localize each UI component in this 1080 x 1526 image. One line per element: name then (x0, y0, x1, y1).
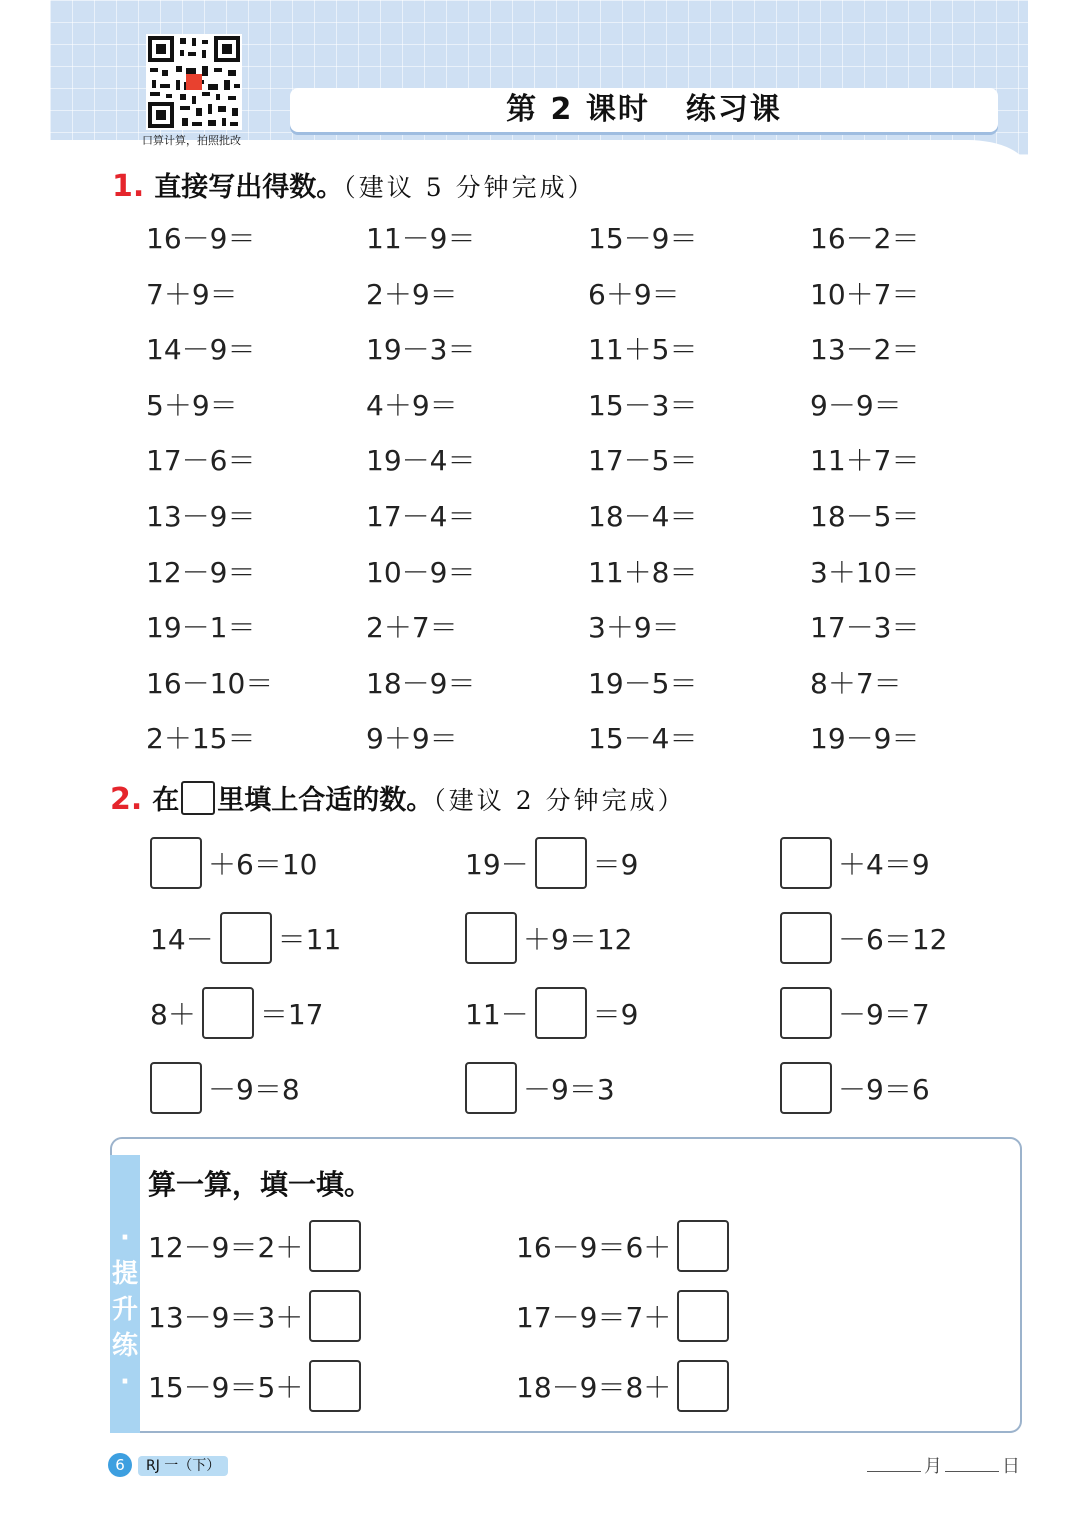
q2-item (465, 985, 780, 1041)
q2-item-post: ＝9 (592, 998, 639, 1031)
q2-item-post: ＋9＝12 (523, 923, 633, 956)
enhance-expression: 18－9＝8＋ (516, 1371, 672, 1404)
answer-box[interactable] (309, 1220, 361, 1272)
q1-expression: 16－9＝ (146, 222, 256, 255)
day-blank[interactable] (945, 1471, 999, 1472)
q1-expression: 19－1＝ (146, 611, 256, 645)
q1-expression: 17－6＝ (146, 444, 256, 478)
q2-item-pre: 11－ (465, 998, 529, 1031)
q1-expression: 11－9＝ (366, 222, 476, 255)
q2-item-post: ＋4＝9 (838, 848, 930, 881)
enhance-expression: 13－9＝3＋ (148, 1301, 304, 1334)
q2-item-pre: 14－ (150, 923, 214, 956)
q2-item (465, 835, 780, 891)
q1-expression: 12－9＝ (146, 555, 256, 589)
q1-expression: 8＋7＝ (810, 666, 902, 700)
enhance-tab-label: · 提 升 练 · (111, 1223, 138, 1397)
q2-item-post: －9＝6 (838, 1073, 930, 1106)
page-number: 6 (108, 1453, 132, 1477)
answer-box[interactable] (309, 1360, 361, 1412)
q2-item-post: －9＝8 (208, 1073, 300, 1106)
answer-box[interactable] (535, 987, 587, 1039)
q1-expression: 9－9＝ (810, 388, 902, 422)
answer-box[interactable] (780, 1062, 832, 1114)
answer-box-icon (181, 781, 215, 815)
q1-expression: 14－9＝ (146, 333, 256, 367)
q2-item (780, 835, 980, 891)
answer-box[interactable] (465, 912, 517, 964)
qr-code-icon[interactable] (146, 34, 242, 130)
q1-expression: 17－4＝ (366, 499, 476, 533)
q1-expression: 3＋9＝ (588, 611, 680, 645)
lesson-title-bar (290, 88, 998, 132)
enhance-item (148, 1288, 516, 1344)
q1-expression: 19－5＝ (588, 666, 698, 700)
enhance-expression: 12－9＝2＋ (148, 1231, 304, 1264)
q1-expression: 13－9＝ (146, 499, 256, 533)
grade-tag: RJ 一（下） (138, 1456, 228, 1476)
answer-box[interactable] (780, 987, 832, 1039)
q2-item (780, 985, 980, 1041)
enhance-expression: 15－9＝5＋ (148, 1371, 304, 1404)
q2-item-post: ＋6＝10 (208, 848, 318, 881)
answer-box[interactable] (150, 1062, 202, 1114)
answer-box[interactable] (309, 1290, 361, 1342)
enhance-item (516, 1218, 816, 1274)
q2-item-pre: 8＋ (150, 998, 196, 1031)
q1-expression: 2＋9＝ (366, 277, 458, 311)
q1-expression: 3＋10＝ (810, 555, 920, 589)
q2-title-post: 里填上合适的数。 (217, 785, 434, 816)
day-label: 日 (1002, 1456, 1020, 1477)
q1-expression: 10－9＝ (366, 555, 476, 589)
qr-caption: 口算计算，拍照批改 (142, 134, 241, 147)
lesson-type: 练习课 (685, 92, 782, 127)
q1-expression: 10＋7＝ (810, 277, 920, 311)
q2-item-post: ＝17 (259, 998, 324, 1031)
q2-number: 2. (110, 782, 143, 817)
q2-item-pre: 19－ (465, 848, 529, 881)
q2-item (150, 910, 465, 966)
month-label: 月 (924, 1456, 942, 1477)
q1-expression: 4＋9＝ (366, 388, 458, 422)
q2-item-post: －6＝12 (838, 923, 948, 956)
enhance-item (516, 1358, 816, 1414)
q1-expression: 15－4＝ (588, 722, 698, 756)
q2-item-post: ＝11 (277, 923, 342, 956)
q2-heading (110, 778, 686, 817)
q1-expression: 16－10＝ (146, 666, 274, 700)
q1-expression: 9＋9＝ (366, 722, 458, 756)
q2-item (150, 1060, 465, 1116)
answer-box[interactable] (677, 1220, 729, 1272)
q1-number: 1. (112, 169, 145, 204)
q2-note: （建议 2 分钟完成） (433, 786, 686, 815)
q1-expression: 13－2＝ (810, 333, 920, 367)
answer-box[interactable] (677, 1360, 729, 1412)
enhance-expression: 16－9＝6＋ (516, 1231, 672, 1264)
q2-item-post: －9＝7 (838, 998, 930, 1031)
q2-item (780, 1060, 980, 1116)
q2-item-post: －9＝3 (523, 1073, 615, 1106)
q2-problem-grid (150, 835, 980, 1135)
q1-expression: 16－2＝ (810, 222, 920, 255)
q1-expression: 15－9＝ (588, 222, 698, 255)
q1-note: （建议 5 分钟完成） (343, 173, 596, 202)
q1-expression: 18－9＝ (366, 666, 476, 700)
q1-expression: 11＋7＝ (810, 444, 920, 478)
q1-expression: 7＋9＝ (146, 277, 238, 311)
answer-box[interactable] (150, 837, 202, 889)
q1-expression: 2＋15＝ (146, 722, 256, 756)
q2-item (465, 910, 780, 966)
enhance-problem-grid (148, 1218, 816, 1428)
q1-heading (112, 165, 596, 204)
q1-expression: 11＋5＝ (588, 333, 698, 367)
q1-expression: 11＋8＝ (588, 555, 698, 589)
q1-expression: 17－5＝ (588, 444, 698, 478)
q1-expression: 18－4＝ (588, 499, 698, 533)
answer-box[interactable] (780, 837, 832, 889)
q2-title-pre: 在 (152, 785, 180, 816)
q2-item (150, 985, 465, 1041)
q1-expression: 6＋9＝ (588, 277, 680, 311)
q1-expression: 2＋7＝ (366, 611, 458, 645)
answer-box[interactable] (202, 987, 254, 1039)
q1-expression: 17－3＝ (810, 611, 920, 645)
date-line (864, 1452, 1020, 1478)
q1-expression: 19－4＝ (366, 444, 476, 478)
q1-expression: 15－3＝ (588, 388, 698, 422)
q1-problem-grid (146, 215, 1010, 771)
enhance-item (148, 1358, 516, 1414)
q1-expression: 18－5＝ (810, 499, 920, 533)
answer-box[interactable] (465, 1062, 517, 1114)
enhance-item (148, 1218, 516, 1274)
answer-box[interactable] (677, 1290, 729, 1342)
q1-expression: 5＋9＝ (146, 388, 238, 422)
enhance-expression: 17－9＝7＋ (516, 1301, 672, 1334)
q2-item-post: ＝9 (592, 848, 639, 881)
enhance-item (516, 1288, 816, 1344)
answer-box[interactable] (220, 912, 272, 964)
q1-expression: 19－3＝ (366, 333, 476, 367)
month-blank[interactable] (867, 1471, 921, 1472)
q1-title: 直接写出得数。 (154, 172, 344, 203)
answer-box[interactable] (780, 912, 832, 964)
q2-item (150, 835, 465, 891)
answer-box[interactable] (535, 837, 587, 889)
enhance-title: 算一算，填一填。 (148, 1168, 373, 1201)
q2-item (465, 1060, 780, 1116)
lesson-number: 第 2 课时 (506, 92, 650, 127)
q2-item (780, 910, 980, 966)
q1-expression: 19－9＝ (810, 722, 920, 756)
